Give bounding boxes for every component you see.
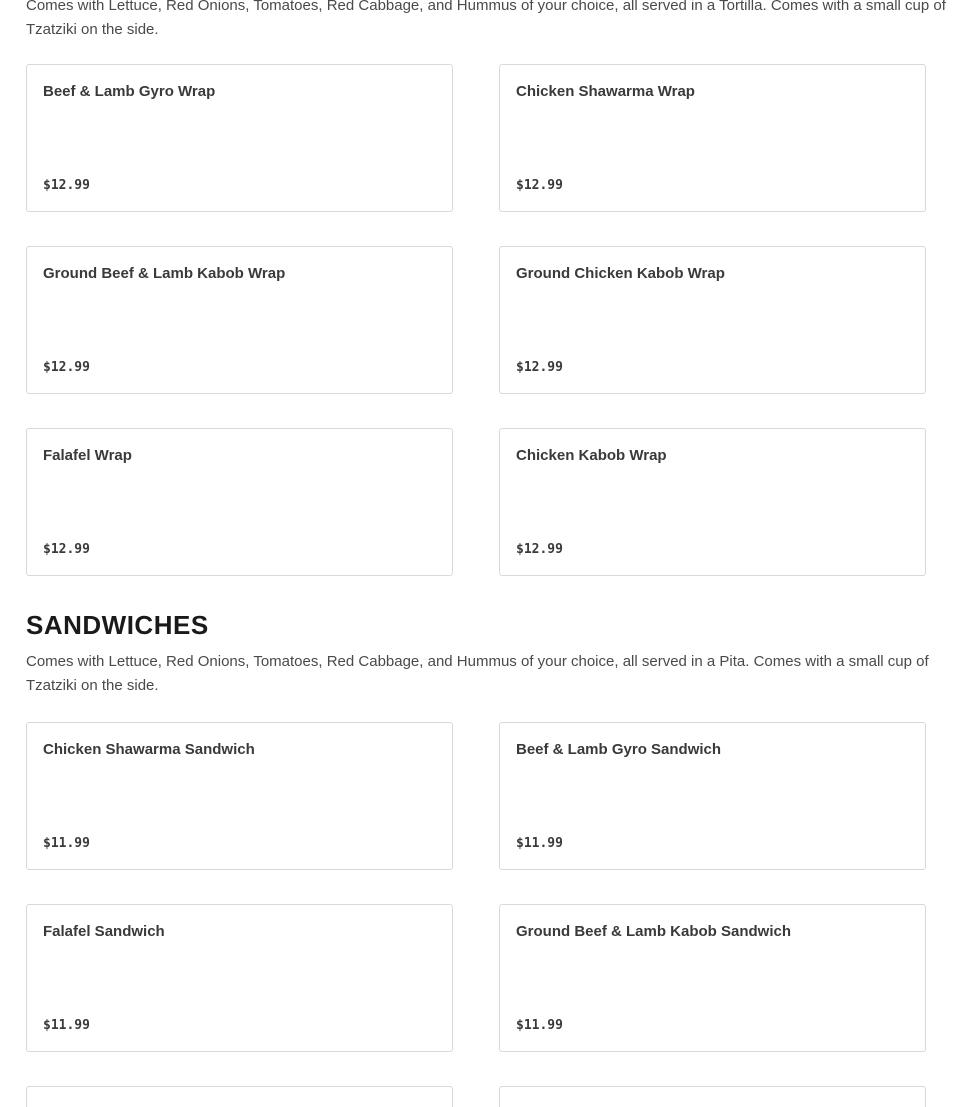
sandwiches-title: SANDWICHES: [26, 610, 209, 640]
menu-item-card[interactable]: [26, 428, 453, 576]
menu-item-price: $12.99: [43, 178, 90, 193]
menu-item-name: Beef & Lamb Gyro Sandwich: [516, 741, 722, 758]
menu-item-name: Falafel Sandwich: [43, 923, 165, 940]
menu-item-price: $12.99: [43, 542, 90, 557]
sandwiches-section-header: [26, 610, 946, 698]
menu-item-name: Falafel Wrap: [43, 447, 132, 464]
menu-item-name: Ground Beef & Lamb Kabob Sandwich: [516, 923, 792, 940]
wraps-grid: [26, 64, 928, 578]
menu-item-name: Ground Beef & Lamb Kabob Wrap: [43, 265, 286, 282]
menu-item-price: $12.99: [43, 360, 90, 375]
menu-item-card-partial[interactable]: [499, 1086, 926, 1107]
sandwiches-grid: [26, 722, 928, 1107]
menu-item-name: Chicken Kabob Wrap: [516, 447, 667, 464]
menu-item-price: $12.99: [516, 360, 563, 375]
sandwiches-description: Comes with Lettuce, Red Onions, Tomatoes, Red Cabbage, and Hummus of your choice, all served in a Pita. Comes with a small cup of Tzatziki on the side.: [26, 653, 929, 694]
wraps-section-header: [26, 0, 946, 42]
menu-item-price: $12.99: [516, 178, 563, 193]
menu-item-price: $12.99: [516, 542, 563, 557]
menu-item-name: Chicken Shawarma Sandwich: [43, 741, 255, 758]
menu-item-price: $11.99: [43, 1018, 90, 1033]
menu-item-name: Ground Chicken Kabob Wrap: [516, 265, 725, 282]
menu-item-card[interactable]: [26, 64, 453, 212]
menu-item-name: Chicken Shawarma Wrap: [516, 83, 695, 100]
menu-item-name: Beef & Lamb Gyro Wrap: [43, 83, 216, 100]
menu-item-card[interactable]: [499, 904, 926, 1052]
menu-item-card[interactable]: [499, 246, 926, 394]
menu-item-card[interactable]: [499, 722, 926, 870]
menu-item-card[interactable]: [499, 428, 926, 576]
menu-item-card[interactable]: [26, 904, 453, 1052]
menu-item-card[interactable]: [499, 64, 926, 212]
menu-item-card[interactable]: [26, 722, 453, 870]
menu-item-price: $11.99: [516, 1018, 563, 1033]
menu-item-card-partial[interactable]: [26, 1086, 453, 1107]
menu-item-price: $11.99: [516, 836, 563, 851]
wraps-description: Comes with Lettuce, Red Onions, Tomatoes, Red Cabbage, and Hummus of your choice, all served in a Tortilla. Comes with a small cup of Tzatziki on the side.: [26, 0, 946, 38]
menu-item-price: $11.99: [43, 836, 90, 851]
menu-item-card[interactable]: [26, 246, 453, 394]
